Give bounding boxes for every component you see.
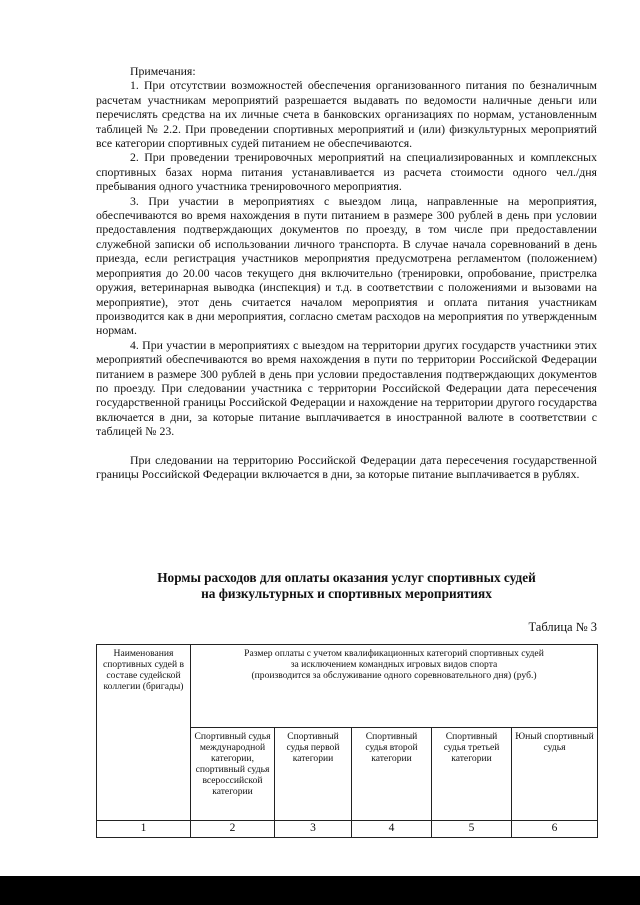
note-tail-paragraph: При следовании на территорию Российской Федерации дата пересечения государственной границы Российской Федерации включается в дни, за которые питание выплачивается в рублях. [96, 452, 597, 481]
table-header-row [97, 645, 598, 728]
column-number: 4 [352, 821, 432, 838]
referee-payment-table [96, 644, 598, 838]
column-number: 6 [512, 821, 598, 838]
header-payment-line-2: за исключением командных игровых видов спорта [290, 659, 498, 670]
subheader-junior-referee: Юный спортивный судья [512, 728, 598, 821]
subheader-first-category: Спортивный судья первой категории [275, 728, 352, 821]
notes-section [96, 64, 597, 481]
column-number: 1 [97, 821, 191, 838]
header-payment-line-1: Размер оплаты с учетом квалификационных категорий спортивных судей [244, 648, 544, 659]
subheader-international-category: Спортивный судья международной категории, спортивный судья всероссийской категории [191, 728, 275, 821]
column-number: 3 [275, 821, 352, 838]
section-heading [96, 570, 597, 602]
note-paragraph-4: 4. При участии в мероприятиях с выездом на территории других государств участники этих мероприятий обеспечиваются во время нахождения в пути по территории Российской Федерации питанием в размере 300 рублей в день при условии предоставления подтверждающих документов по проезду. При следовании участника с территории Российской Федерации дата пересечения государственной границы Российской Федерации и нахождение на территории другого государства включается в дни, за которые питание выплачивается в иностранной валюте в соответствии с таблицей № 23. [96, 337, 597, 439]
column-number: 5 [432, 821, 512, 838]
column-number: 2 [191, 821, 275, 838]
subheader-second-category: Спортивный судья второй категории [352, 728, 432, 821]
heading-line-1: Нормы расходов для оплаты оказания услуг спортивных судей [157, 570, 536, 585]
heading-line-2: на физкультурных и спортивных мероприятиях [201, 586, 492, 601]
note-paragraph-2: 2. При проведении тренировочных мероприятий на специализированных и комплексных спортивных базах норма питания устанавливается из расчета стоимости одного чел./дня пребывания одного участника тренировочного мероприятия. [96, 150, 597, 194]
note-paragraph-3: 3. При участии в мероприятиях с выездом лица, направленные на мероприятия, обеспечиваются во время нахождения в пути питанием в размере 300 рублей в день при условии предоставления подтверждающих документов по проезду, в том числе при предоставлении служебной записки об использовании личного транспорта. В случае начала соревнований в день приезда, если регистрация участников мероприятия предусмотрена регламентом (положением) мероприятия до 20.00 часов текущего дня включительно (тренировки, опробование, пристрелка оружия, ветеринарная выводка (инспекция) и т.д. в соответствии с положениями и вызовами на мероприятие), этот день считается началом мероприятия и оплата питания участникам производится как в дни мероприятия, согласно сметам расходов на мероприятия по утвержденным нормам. [96, 193, 597, 338]
table-column-numbers-row [97, 821, 598, 838]
subheader-third-category: Спортивный судья третьей категории [432, 728, 512, 821]
table-number-label: Таблица № 3 [528, 620, 597, 634]
header-referee-names: Наименования спортивных судей в составе судейской коллегии (бригады) [97, 645, 191, 821]
header-payment-size [191, 645, 598, 728]
note-paragraph-1: 1. При отсутствии возможностей обеспечения организованного питания по безналичным расчетам участникам мероприятий разрешается выдавать по ведомости наличные деньги или перечислять средства на их личные счета в банковских организациях по нормам, установленным таблицей № 2.2. При проведении спортивных мероприятий и (или) физкультурных мероприятий все категории спортивных судей питанием не обеспечиваются. [96, 78, 597, 151]
scan-bottom-border [0, 876, 640, 905]
notes-title: Примечания: [130, 64, 196, 78]
header-payment-line-3: (производится за обслуживание одного соревновательного дня) (руб.) [251, 670, 537, 681]
